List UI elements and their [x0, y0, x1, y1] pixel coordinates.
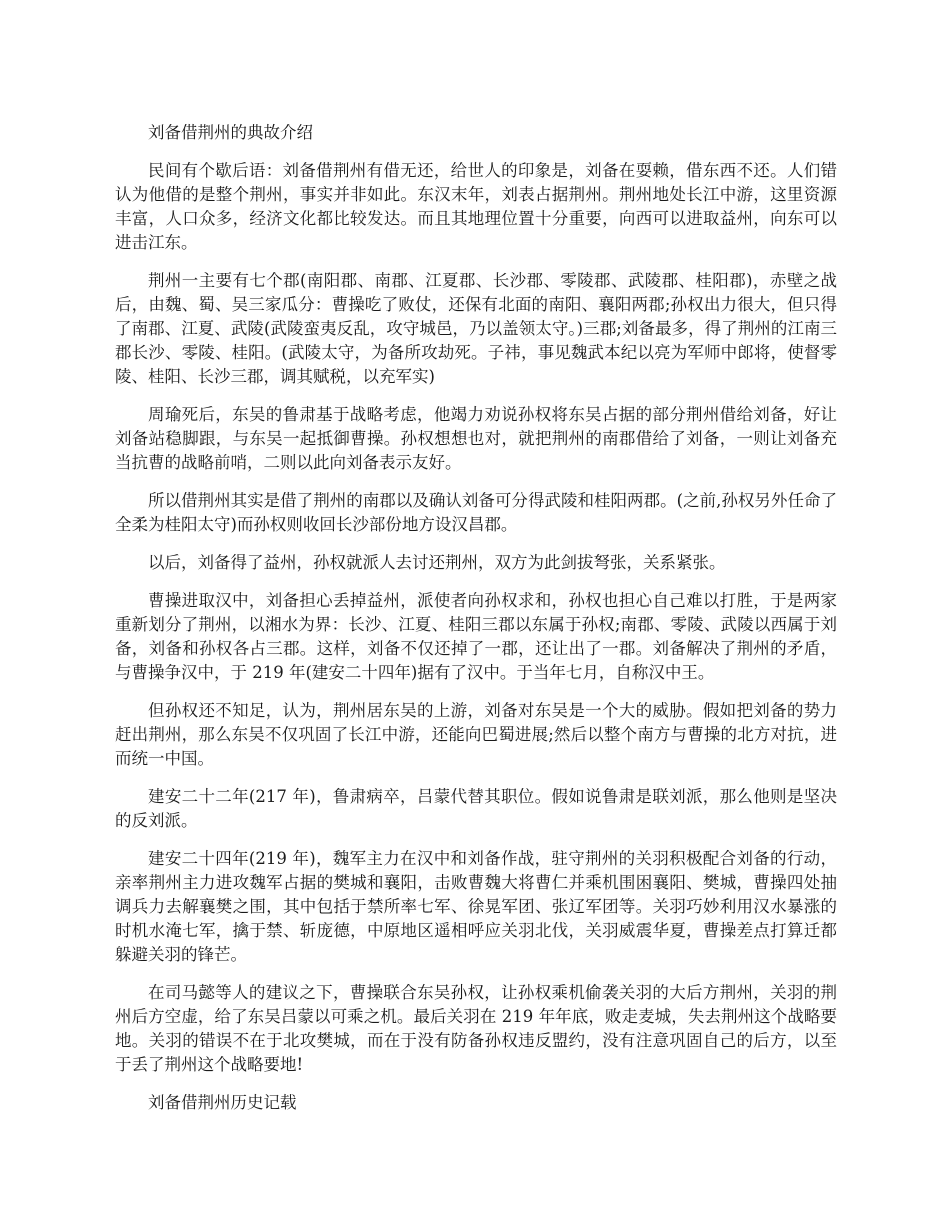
paragraph-4: 所以借荆州其实是借了荆州的南郡以及确认刘备可分得武陵和桂阳两郡。(之前,孙权另外任命了全柔为桂阳太守)而孙权则收回长沙部份地方设汉昌郡。 — [115, 491, 837, 534]
paragraph-8: 建安二十二年(217 年)，鲁肃病卒，吕蒙代替其职位。假如说鲁肃是联刘派，那么他则是坚决的反刘派。 — [115, 787, 837, 830]
document-page — [115, 121, 837, 1129]
paragraph-9: 建安二十四年(219 年)，魏军主力在汉中和刘备作战，驻守荆州的关羽积极配合刘备的行动，亲率荆州主力进攻魏军占据的樊城和襄阳，击败曹魏大将曹仁并乘机围困襄阳、樊城，曹操四处抽调兵力去解襄樊之围，其中包括于禁所率七军、徐晃军团、张辽军团等。关羽巧妙利用汉水暴涨的时机水淹七军，擒于禁、斩庞德，中原地区遥相呼应关羽北伐，关羽威震华夏，曹操差点打算迁都躲避关羽的锋芒。 — [115, 849, 837, 964]
paragraph-2: 荆州一主要有七个郡(南阳郡、南郡、江夏郡、长沙郡、零陵郡、武陵郡、桂阳郡)，赤壁之战后，由魏、蜀、吴三家瓜分：曹操吃了败仗，还保有北面的南阳、襄阳两郡;孙权出力很大，但只得了南郡、江夏、武陵(武陵蛮夷反乱，攻守城邑，乃以盖领太守。)三郡;刘备最多，得了荆州的江南三郡长沙、零陵、桂阳。(武陵太守，为备所攻劫死。子祎，事见魏武本纪以亮为军师中郎将，使督零陵、桂阳、长沙三郡，调其赋税，以充军实) — [115, 271, 837, 386]
closing-heading: 刘备借荆州历史记载 — [148, 1093, 297, 1112]
paragraph-10: 在司马懿等人的建议之下，曹操联合东吴孙权，让孙权乘机偷袭关羽的大后方荆州，关羽的荆州后方空虚，给了东吴吕蒙以可乘之机。最后关羽在 219 年年底，败走麦城，失去荆州这个战略要地。关羽的错误不在于北攻樊城，而在于没有防备孙权违反盟约，没有注意巩固自己的后方，以至于丢了荆州这个战略要地! — [115, 983, 837, 1074]
paragraph-7: 但孙权还不知足，认为，荆州居东吴的上游，刘备对东吴是一个大的威胁。假如把刘备的势力赶出荆州，那么东吴不仅巩固了长江中游，还能向巴蜀进展;然后以整个南方与曹操的北方对抗，进而统一中国。 — [115, 701, 837, 768]
paragraph-6: 曹操进取汉中，刘备担心丢掉益州，派使者向孙权求和，孙权也担心自己难以打胜，于是两家重新划分了荆州，以湘水为界：长沙、江夏、桂阳三郡以东属于孙权;南郡、零陵、武陵以西属于刘备，刘备和孙权各占三郡。这样，刘备不仅还掉了一郡，还让出了一郡。刘备解决了荆州的矛盾，与曹操争汉中，于 219 年(建安二十四年)据有了汉中。于当年七月，自称汉中王。 — [115, 591, 837, 682]
paragraph-5: 以后，刘备得了益州，孙权就派人去讨还荆州，双方为此剑拔弩张，关系紧张。 — [148, 553, 726, 572]
document-title: 刘备借荆州的典故介绍 — [148, 123, 313, 142]
paragraph-3: 周瑜死后，东吴的鲁肃基于战略考虑，他竭力劝说孙权将东吴占据的部分荆州借给刘备，好让刘备站稳脚跟，与东吴一起抵御曹操。孙权想想也对，就把荆州的南郡借给了刘备，一则让刘备充当抗曹的战略前哨，二则以此向刘备表示友好。 — [115, 405, 837, 472]
paragraph-1: 民间有个歇后语：刘备借荆州有借无还，给世人的印象是，刘备在耍赖，借东西不还。人们错认为他借的是整个荆州，事实并非如此。东汉末年，刘表占据荆州。荆州地处长江中游，这里资源丰富，人口众多，经济文化都比较发达。而且其地理位置十分重要，向西可以进取益州，向东可以进击江东。 — [115, 161, 837, 252]
